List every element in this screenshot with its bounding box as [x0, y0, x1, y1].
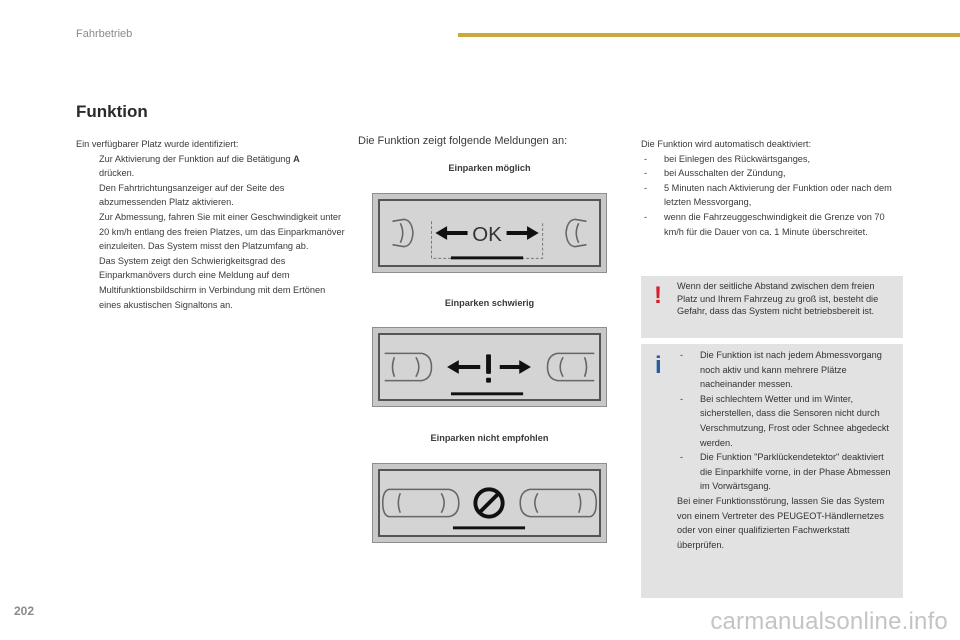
- display-parking-difficult: [372, 327, 607, 407]
- display-parking-not-recommended: [372, 463, 607, 543]
- page-title: Funktion: [76, 102, 148, 121]
- warning-exclamation-icon: !: [654, 282, 662, 309]
- left-arrow-icon: [435, 226, 467, 240]
- info-icon: i: [655, 352, 662, 379]
- right-arrow-icon: [500, 360, 531, 374]
- info-item-3: - Die Funktion "Parklückendetektor" deaktiviert die Einparkhilfe vorne, in der Phase Abmessen im Vorwärtsgang.: [680, 452, 891, 492]
- deactivation-item-3: - 5 Minuten nach Aktivierung der Funktion oder nach dem letzten Messvorgang,: [644, 182, 892, 208]
- length-bar: [451, 392, 523, 395]
- length-bar: [453, 526, 525, 529]
- header-accent-bar: [458, 33, 960, 37]
- label-parking-possible: Einparken möglich: [448, 163, 531, 173]
- left-car-icon: [385, 353, 432, 380]
- parking-not-recommended-illustration: [373, 464, 606, 542]
- right-car-icon: [566, 219, 586, 246]
- exclamation-icon: [486, 354, 491, 382]
- right-car-icon: [520, 489, 596, 516]
- step-1: [76, 152, 348, 181]
- deactivation-item-4: - wenn die Fahrzeuggeschwindigkeit die Grenze von 70 km/h für die Dauer von ca. 1 Minute überschreitet.: [644, 211, 885, 237]
- info-item-1: - Die Funktion ist nach jedem Abmessvorgang noch aktiv und kann mehrere Plätze nacheinander messen.: [680, 350, 882, 390]
- deactivation-item-1: - bei Einlegen des Rückwärtsganges,: [644, 153, 811, 164]
- step-1-continuation: drücken.: [99, 168, 135, 179]
- deactivation-item-2: - bei Ausschalten der Zündung,: [644, 168, 786, 179]
- info-footer: Bei einer Funktionsstörung, lassen Sie das System von einem Vertreter des PEUGEOT-Händlernetzes oder von einer qualifizierten Fachwerkstatt überprüfen.: [677, 495, 885, 550]
- step-2-text: Den Fahrtrichtungsanzeiger auf der Seite des abzumessenden Platz aktivieren.: [99, 182, 285, 208]
- step-1-text: Zur Aktivierung der Funktion auf die Betätigung: [99, 153, 294, 164]
- info-box: [641, 344, 903, 598]
- display-parking-possible: [372, 193, 607, 273]
- warning-box: [641, 276, 903, 338]
- step-4-text: Das System zeigt den Schwierigkeitsgrad des Einparkmanövers durch eine Meldung auf dem Multifunktionsbildschirm in Verbindung mit dem Ertönen eines akustischen Signaltons an.: [99, 255, 326, 310]
- info-item-2: - Bei schlechtem Wetter und im Winter, sicherstellen, dass die Sensoren nicht durch Verschmutzung, Frost oder Schnee abgedeckt werden.: [680, 393, 889, 448]
- step-2: [76, 181, 348, 210]
- watermark: carmanualsonline.info: [710, 608, 948, 635]
- parking-difficult-illustration: [373, 328, 606, 406]
- prohibited-icon: [475, 489, 502, 516]
- left-intro: Ein verfügbarer Platz wurde identifiziert:: [76, 139, 239, 149]
- section-header: Fahrbetrieb: [76, 28, 133, 40]
- label-parking-not-recommended: Einparken nicht empfohlen: [430, 433, 549, 443]
- button-a-key: A: [293, 153, 300, 164]
- left-car-icon: [383, 489, 459, 516]
- left-arrow-icon: [447, 360, 480, 374]
- right-arrow-icon: [507, 226, 539, 240]
- info-list: [677, 348, 897, 552]
- warning-text: Wenn der seitliche Abstand zwischen dem freien Platz und Ihrem Fahrzeug zu groß ist, besteht die Gefahr, dass das System nicht betriebsbereit ist.: [677, 281, 879, 316]
- step-4: [76, 254, 348, 312]
- right-car-icon: [548, 353, 595, 380]
- step-3: [76, 210, 348, 254]
- parking-possible-illustration: [373, 194, 606, 272]
- messages-intro: Die Funktion zeigt folgende Meldungen an:: [358, 135, 568, 147]
- right-column: [641, 137, 903, 239]
- length-bar: [451, 256, 523, 259]
- page-number: 202: [14, 604, 35, 618]
- step-3-text: Zur Abmessung, fahren Sie mit einer Geschwindigkeit unter 20 km/h entlang des freien Platzes, um das Einparkmanöver einzuleiten. Das System misst den Platzumfang ab.: [99, 211, 345, 252]
- deactivation-intro: Die Funktion wird automatisch deaktiviert:: [641, 139, 812, 149]
- label-parking-difficult: Einparken schwierig: [444, 298, 535, 308]
- ok-text: OK: [472, 222, 502, 246]
- left-car-icon: [392, 219, 412, 246]
- left-column: [76, 137, 348, 312]
